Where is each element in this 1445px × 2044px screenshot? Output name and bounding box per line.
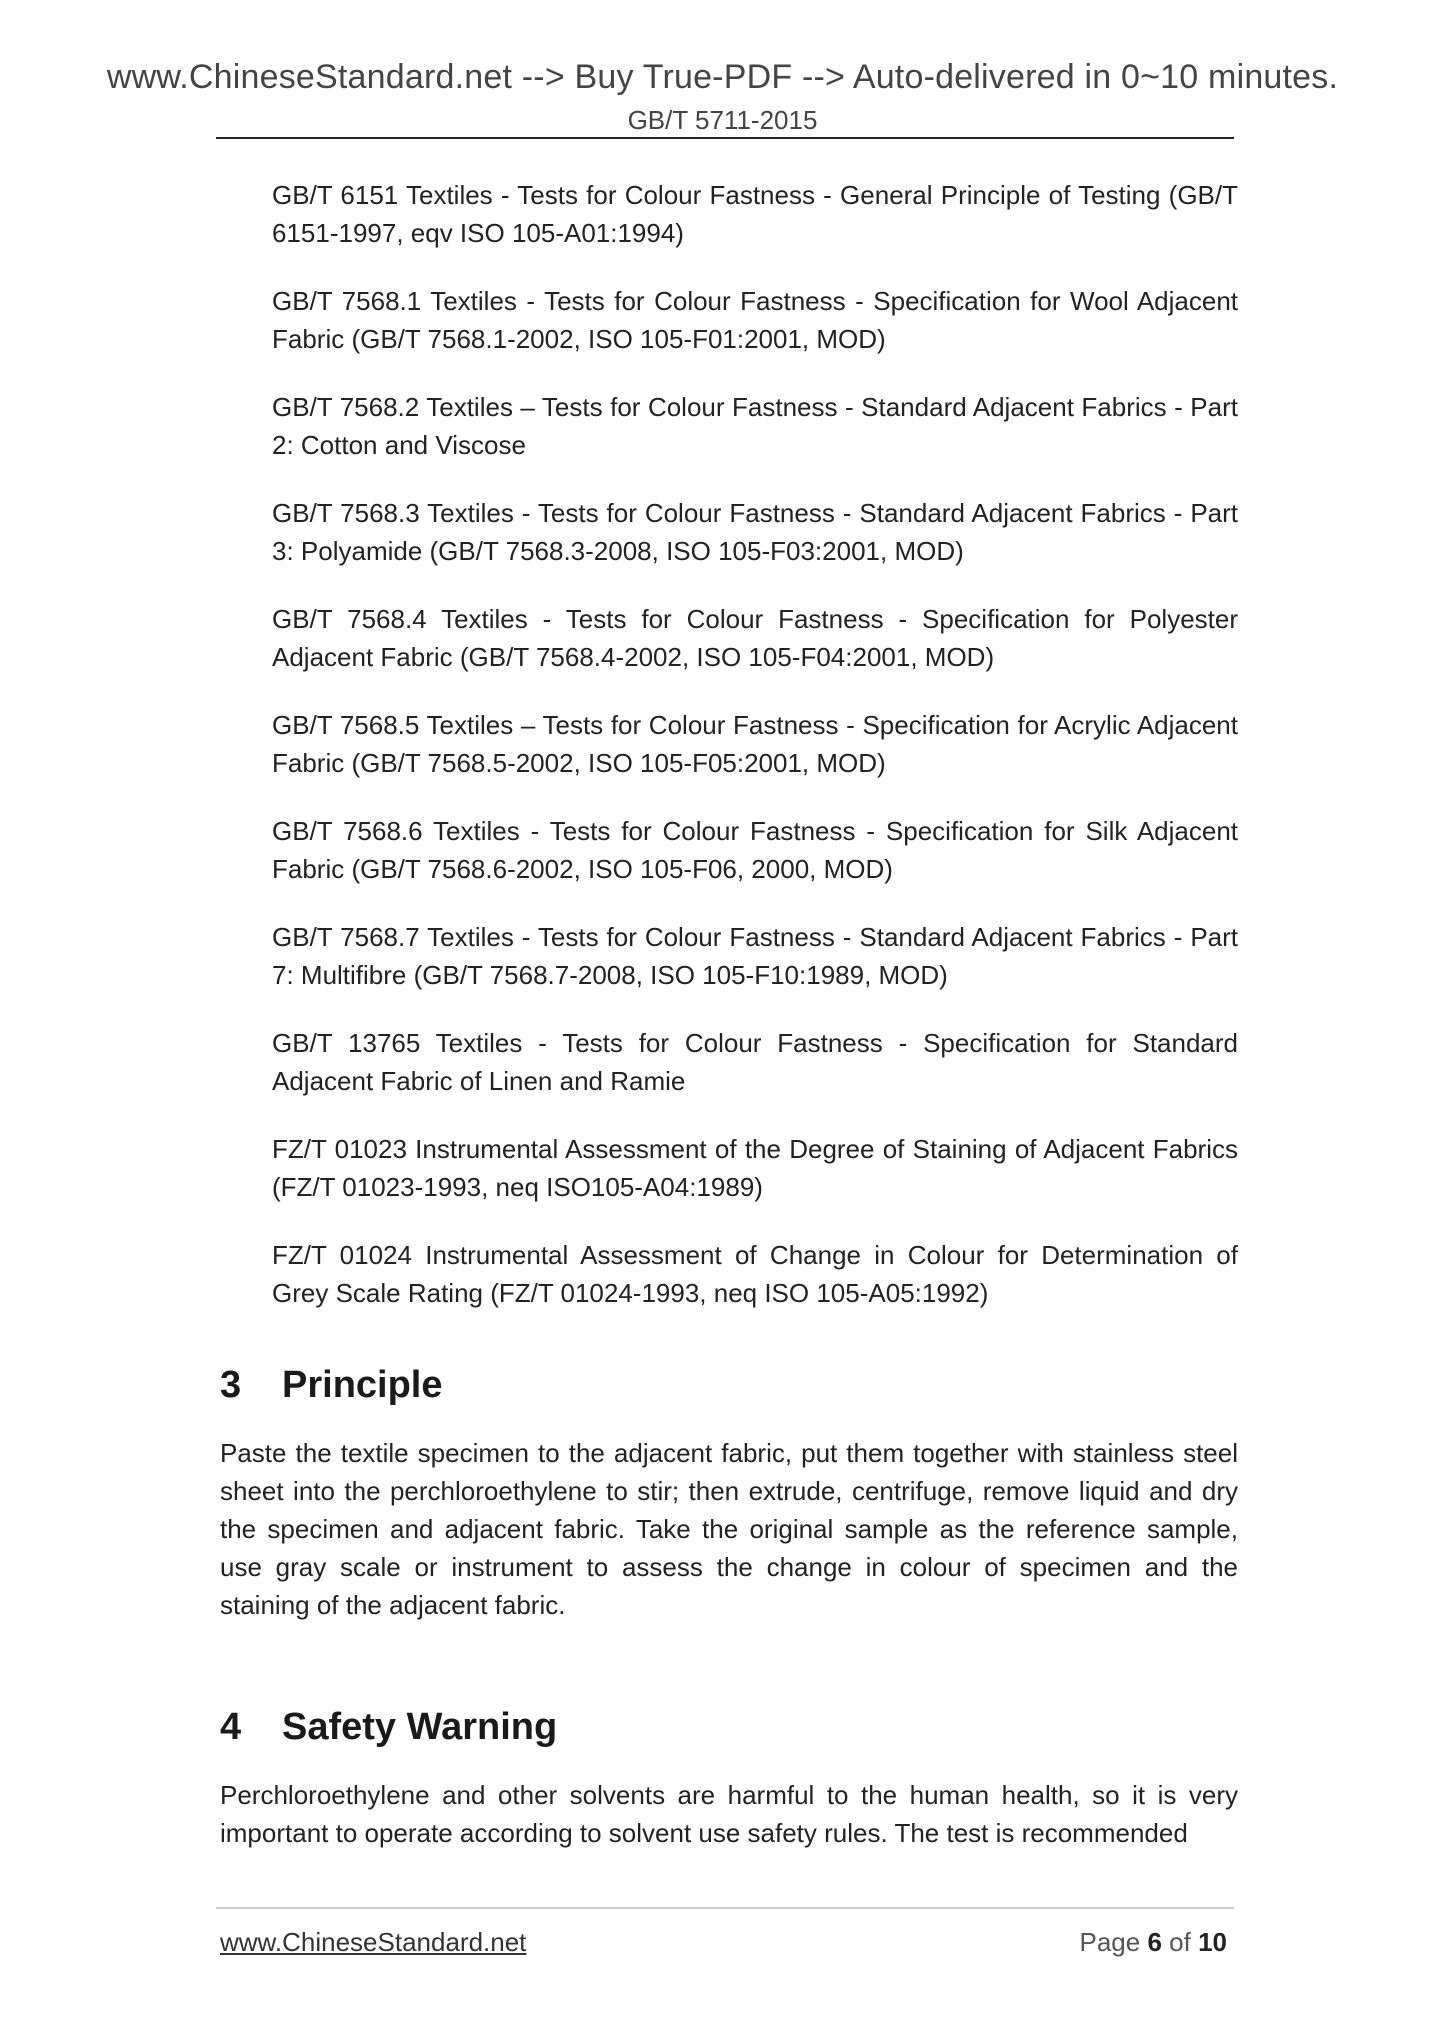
reference-item: GB/T 7568.7 Textiles - Tests for Colour Fastness - Standard Adjacent Fabrics - Part 7: Multifibre (GB/T 7568.7-2008, ISO 105-F10:1989, MOD) [272,922,1238,990]
reference-item: GB/T 13765 Textiles - Tests for Colour Fastness - Specification for Standard Adjacent Fabric of Linen and Ramie [272,1028,1238,1096]
reference-item: GB/T 7568.5 Textiles – Tests for Colour Fastness - Specification for Acrylic Adjacent Fabric (GB/T 7568.5-2002, ISO 105-F05:2001, MOD) [272,710,1238,778]
page-label: Page [1079,1927,1141,1957]
footer-divider [216,1907,1234,1909]
footer-website-link[interactable]: www.ChineseStandard.net [220,1927,527,1957]
section-title: Safety Warning [282,1706,558,1748]
reference-item: FZ/T 01023 Instrumental Assessment of the Degree of Staining of Adjacent Fabrics (FZ/T 01023-1993, neq ISO105-A04:1989) [272,1134,1238,1202]
reference-item: GB/T 7568.2 Textiles – Tests for Colour Fastness - Standard Adjacent Fabrics - Part 2: Cotton and Viscose [272,392,1238,460]
section-paragraph-safety-warning: Perchloroethylene and other solvents are harmful to the human health, so it is very important to operate according to solvent use safety rules. The test is recommended [220,1780,1238,1848]
current-page: 6 [1147,1927,1162,1957]
section-heading-safety-warning [220,1706,557,1749]
section-number: 3 [220,1364,242,1406]
reference-item: GB/T 7568.6 Textiles - Tests for Colour Fastness - Specification for Silk Adjacent Fabric (GB/T 7568.6-2002, ISO 105-F06, 2000, MOD) [272,816,1238,884]
reference-item: GB/T 7568.1 Textiles - Tests for Colour Fastness - Specification for Wool Adjacent Fabric (GB/T 7568.1-2002, ISO 105-F01:2001, MOD) [272,286,1238,354]
normative-references-list [272,176,1238,1342]
standard-code: GB/T 5711-2015 [627,105,818,135]
page-number [1079,1927,1227,1958]
section-number: 4 [220,1706,242,1748]
total-pages: 10 [1198,1927,1227,1957]
section-heading-principle [220,1364,443,1407]
top-banner: www.ChineseStandard.net --> Buy True-PDF --> Auto-delivered in 0~10 minutes. [106,58,1339,96]
reference-item: FZ/T 01024 Instrumental Assessment of Change in Colour for Determination of Grey Scale Rating (FZ/T 01024-1993, neq ISO 105-A05:1992) [272,1240,1238,1308]
reference-item: GB/T 7568.3 Textiles - Tests for Colour Fastness - Standard Adjacent Fabrics - Part 3: Polyamide (GB/T 7568.3-2008, ISO 105-F03:2001, MOD) [272,498,1238,566]
section-paragraph-principle: Paste the textile specimen to the adjacent fabric, put them together with stainless steel sheet into the perchloroethylene to stir; then extrude, centrifuge, remove liquid and dry the specimen and adjacent fabric. Take the original sample as the reference sample, use gray scale or instrument to assess the change in colour of specimen and the staining of the adjacent fabric. [220,1438,1238,1620]
reference-item: GB/T 7568.4 Textiles - Tests for Colour Fastness - Specification for Polyester Adjacent Fabric (GB/T 7568.4-2002, ISO 105-F04:2001, MOD) [272,604,1238,672]
section-title: Principle [282,1364,443,1406]
page-of-label: of [1169,1927,1191,1957]
reference-item: GB/T 6151 Textiles - Tests for Colour Fastness - General Principle of Testing (GB/T 6151-1997, eqv ISO 105-A01:1994) [272,180,1238,248]
header-divider [216,137,1234,139]
